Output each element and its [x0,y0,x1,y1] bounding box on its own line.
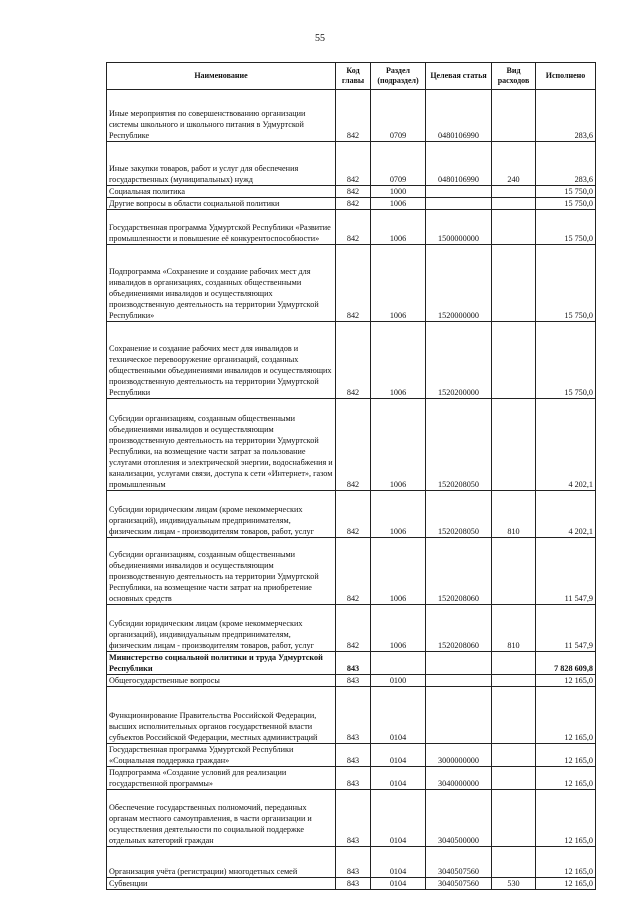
cell-code: 842 [336,491,371,538]
cell-code: 842 [336,198,371,210]
cell-article: 0480106990 [426,90,492,142]
cell-kind [492,687,536,744]
cell-section: 0104 [371,687,426,744]
cell-kind [492,322,536,399]
cell-done: 15 750,0 [536,198,596,210]
cell-article: 1520000000 [426,245,492,322]
cell-name: Другие вопросы в области социальной политики [107,198,336,210]
table-row [107,198,596,210]
cell-kind [492,210,536,245]
cell-done: 4 202,1 [536,491,596,538]
cell-section: 0100 [371,675,426,687]
cell-kind [492,790,536,847]
cell-code: 843 [336,687,371,744]
table-row [107,687,596,744]
cell-name: Общегосударственные вопросы [107,675,336,687]
cell-article: 1520200000 [426,322,492,399]
cell-kind [492,186,536,198]
cell-name: Субсидии организациям, созданным общественными объединениями инвалидов и осуществляющим производственную деятельность на территории Удмуртской Республики, на возмещение части затрат на приобретение основных средств [107,538,336,605]
cell-section: 1006 [371,538,426,605]
cell-code: 842 [336,186,371,198]
cell-article: 1520208060 [426,538,492,605]
cell-code: 842 [336,210,371,245]
table-row [107,652,596,675]
cell-kind [492,198,536,210]
cell-article: 1520208060 [426,605,492,652]
table-row [107,878,596,890]
cell-article [426,652,492,675]
cell-kind [492,245,536,322]
cell-done: 12 165,0 [536,675,596,687]
cell-done: 12 165,0 [536,744,596,767]
cell-article: 1500000000 [426,210,492,245]
cell-section: 0104 [371,767,426,790]
cell-done: 12 165,0 [536,878,596,890]
cell-article: 3040000000 [426,767,492,790]
cell-section: 0104 [371,744,426,767]
cell-section: 0104 [371,790,426,847]
cell-section: 1006 [371,245,426,322]
table-row [107,847,596,878]
cell-section: 1000 [371,186,426,198]
cell-kind: 810 [492,605,536,652]
cell-name: Подпрограмма «Сохранение и создание рабочих мест для инвалидов в организациях, созданных общественными объединениями инвалидов и осуществляющих производственную деятельность на территории Удмуртской Республики» [107,245,336,322]
cell-article: 0480106990 [426,142,492,186]
cell-done: 12 165,0 [536,767,596,790]
cell-code: 843 [336,847,371,878]
cell-section [371,652,426,675]
cell-article [426,198,492,210]
cell-kind [492,90,536,142]
cell-article: 1520208050 [426,491,492,538]
cell-code: 843 [336,790,371,847]
cell-name: Сохранение и создание рабочих мест для инвалидов и техническое перевооружение организаций, созданных общественными объединениями инвалидов и осуществляющих производственную деятельность на территории Удмуртской Республики [107,322,336,399]
cell-section: 0104 [371,847,426,878]
header-code: Код главы [336,63,371,90]
cell-kind [492,744,536,767]
cell-section: 1006 [371,198,426,210]
cell-done: 283,6 [536,142,596,186]
table-row [107,744,596,767]
page-number: 55 [315,33,325,44]
table-row [107,245,596,322]
cell-kind [492,847,536,878]
table-row [107,675,596,687]
cell-done: 12 165,0 [536,790,596,847]
cell-code: 843 [336,744,371,767]
table-row [107,491,596,538]
cell-kind [492,399,536,491]
cell-kind [492,652,536,675]
header-section: Раздел (подраздел) [371,63,426,90]
cell-done: 12 165,0 [536,687,596,744]
cell-code: 842 [336,90,371,142]
cell-kind: 810 [492,491,536,538]
table-row [107,790,596,847]
table-row [107,399,596,491]
cell-code: 842 [336,245,371,322]
header-kind: Вид расходов [492,63,536,90]
cell-name: Иные мероприятия по совершенствованию организации системы школьного и школьного питания в Удмуртской Республике [107,90,336,142]
cell-section: 0709 [371,142,426,186]
cell-code: 842 [336,142,371,186]
cell-done: 11 547,9 [536,538,596,605]
table-header-row [107,63,596,90]
cell-done: 15 750,0 [536,322,596,399]
budget-table [106,62,596,890]
cell-section: 1006 [371,322,426,399]
cell-name: Субвенции [107,878,336,890]
cell-article: 3000000000 [426,744,492,767]
cell-name: Субсидии юридическим лицам (кроме некоммерческих организаций), индивидуальным предпринимателям, физическим лицам - производителям товаров, работ, услуг [107,491,336,538]
table-row [107,186,596,198]
table-row [107,767,596,790]
cell-done: 15 750,0 [536,210,596,245]
cell-kind [492,767,536,790]
cell-code: 843 [336,675,371,687]
cell-section: 1006 [371,491,426,538]
cell-section: 1006 [371,399,426,491]
cell-article: 3040507560 [426,847,492,878]
cell-article: 3040507560 [426,878,492,890]
header-name: Наименование [107,63,336,90]
table-row [107,210,596,245]
cell-name: Организация учёта (регистрации) многодетных семей [107,847,336,878]
cell-name: Государственная программа Удмуртской Республики «Социальная поддержка граждан» [107,744,336,767]
cell-kind: 530 [492,878,536,890]
cell-section: 0709 [371,90,426,142]
cell-name: Подпрограмма «Создание условий для реализации государственной программы» [107,767,336,790]
cell-article: 3040500000 [426,790,492,847]
cell-article [426,675,492,687]
cell-code: 843 [336,652,371,675]
cell-done: 12 165,0 [536,847,596,878]
table-body [107,90,596,890]
cell-article: 1520208050 [426,399,492,491]
cell-code: 842 [336,399,371,491]
cell-kind: 240 [492,142,536,186]
cell-done: 7 828 609,8 [536,652,596,675]
cell-done: 15 750,0 [536,186,596,198]
cell-name: Государственная программа Удмуртской Республики «Развитие промышленности и повышение её конкурентоспособности» [107,210,336,245]
table-row [107,322,596,399]
cell-done: 4 202,1 [536,399,596,491]
cell-code: 842 [336,538,371,605]
table-row [107,142,596,186]
cell-section: 1006 [371,605,426,652]
cell-code: 843 [336,767,371,790]
cell-name: Обеспечение государственных полномочий, переданных органам местного самоуправления, в части организации и осуществления деятельности по социальной поддержке отдельных категорий граждан [107,790,336,847]
cell-kind [492,538,536,605]
cell-code: 842 [336,605,371,652]
cell-name: Субсидии юридическим лицам (кроме некоммерческих организаций), индивидуальным предпринимателям, физическим лицам - производителям товаров, работ, услуг [107,605,336,652]
cell-code: 842 [336,322,371,399]
cell-done: 11 547,9 [536,605,596,652]
cell-name: Министерство социальной политики и труда Удмуртской Республики [107,652,336,675]
cell-code: 843 [336,878,371,890]
header-article: Целевая статья [426,63,492,90]
cell-done: 283,6 [536,90,596,142]
table-row [107,90,596,142]
cell-name: Функционирование Правительства Российской Федерации, высших исполнительных органов государственной власти субъектов Российской Федерации, местных администраций [107,687,336,744]
cell-section: 1006 [371,210,426,245]
cell-kind [492,675,536,687]
cell-name: Иные закупки товаров, работ и услуг для обеспечения государственных (муниципальных) нужд [107,142,336,186]
cell-name: Социальная политика [107,186,336,198]
table-row [107,538,596,605]
cell-name: Субсидии организациям, созданным общественными объединениями инвалидов и осуществляющим производственную деятельность на территории Удмуртской Республики, на возмещение части затрат за пользование услугами отопления и электрической энергии, водоснабжения и канализации, услугами связи, доступа к сети «Интернет», газом промышленным [107,399,336,491]
cell-done: 15 750,0 [536,245,596,322]
cell-section: 0104 [371,878,426,890]
header-done: Исполнено [536,63,596,90]
cell-article [426,186,492,198]
cell-article [426,687,492,744]
table-row [107,605,596,652]
